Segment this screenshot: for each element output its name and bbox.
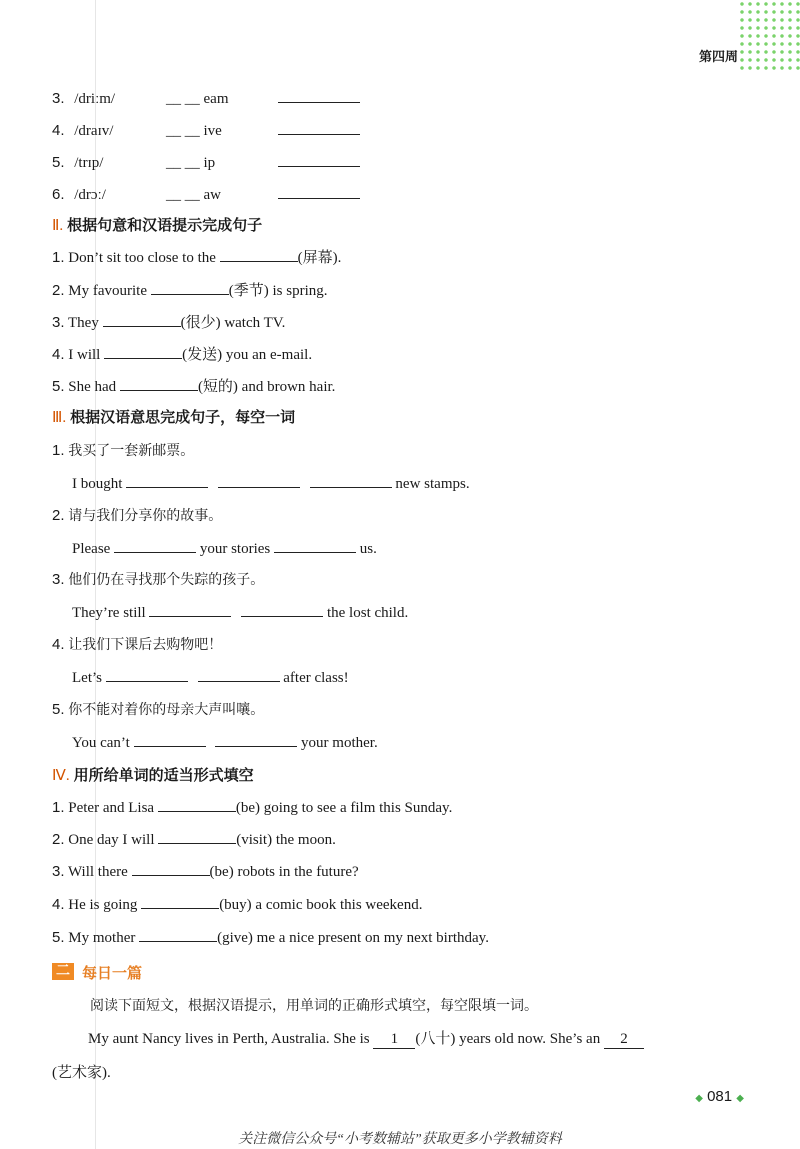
item-number: 4. <box>52 636 65 653</box>
item-number: 2. <box>52 831 65 848</box>
item-number: 2. <box>52 282 65 299</box>
item-number: 5. <box>52 154 65 171</box>
sentence-row <box>52 861 359 881</box>
section-2-title <box>52 214 262 235</box>
item-number: 5. <box>52 701 65 718</box>
section-title-text: 用所给单词的适当形式填空 <box>73 766 254 784</box>
item-number: 3. <box>52 90 65 107</box>
item-number: 3. <box>52 863 65 880</box>
english-row <box>72 732 378 752</box>
item-number: 3. <box>52 314 65 331</box>
sentence-text: They <box>68 315 99 331</box>
answer-blank[interactable] <box>158 797 236 812</box>
phonics-row <box>52 152 360 172</box>
sentence-text: (visit) the moon. <box>236 832 336 848</box>
sentence-text: after class! <box>283 670 349 686</box>
english-row <box>72 473 470 493</box>
sentence-row <box>52 311 285 332</box>
sentence-row <box>52 246 341 267</box>
sentence-text: (屏幕). <box>297 250 342 266</box>
item-number: 4. <box>52 122 65 139</box>
passage-line: (艺术家). <box>52 1065 111 1081</box>
ipa-text: /driːm/ <box>74 91 116 107</box>
item-number: 2. <box>52 507 65 524</box>
sentence-text: (季节) is spring. <box>228 283 328 299</box>
numbered-blank[interactable]: 2 <box>604 1031 644 1049</box>
answer-blank[interactable] <box>104 344 182 359</box>
answer-blank[interactable] <box>278 88 360 103</box>
phonics-row <box>52 184 360 204</box>
phonics-row <box>52 88 360 108</box>
answer-blank[interactable] <box>198 667 280 682</box>
corner-dot-pattern <box>738 0 800 70</box>
sentence-row <box>52 279 328 300</box>
letter-pattern: __ __ eam <box>166 91 229 107</box>
answer-blank[interactable] <box>120 376 198 391</box>
sentence-text: (短的) and brown hair. <box>197 379 336 395</box>
english-row <box>72 538 377 558</box>
answer-blank[interactable] <box>126 473 208 488</box>
numbered-blank[interactable]: 1 <box>373 1031 415 1049</box>
sentence-row <box>52 927 489 947</box>
chinese-text: 请与我们分享你的故事。 <box>68 508 223 524</box>
section-roman: Ⅱ. <box>52 218 64 234</box>
sentence-text: (be) going to see a film this Sunday. <box>235 800 453 816</box>
sentence-row <box>52 797 452 817</box>
chinese-prompt <box>52 505 222 525</box>
answer-blank[interactable] <box>241 602 323 617</box>
sentence-text: (很少) watch TV. <box>180 315 286 331</box>
answer-blank[interactable] <box>215 732 297 747</box>
footer-watermark: 关注微信公众号“小考数辅站”获取更多小学教辅资料 <box>238 1132 562 1147</box>
sentence-text: (give) me a nice present on my next birthday. <box>217 930 489 946</box>
answer-blank[interactable] <box>278 152 360 167</box>
item-number: 4. <box>52 896 65 913</box>
sentence-text: new stamps. <box>395 476 470 492</box>
instruction-text: 阅读下面短文，根据汉语提示，用单词的正确形式填空，每空限填一词。 <box>90 998 538 1014</box>
item-number: 4. <box>52 346 65 363</box>
daily-reading-title: 每日一篇 <box>82 964 143 982</box>
section-title-text: 根据句意和汉语提示完成句子 <box>67 216 263 234</box>
passage-line <box>88 1027 644 1049</box>
sentence-text: He is going <box>68 897 138 913</box>
letter-pattern: __ __ aw <box>166 187 222 203</box>
week-label: 第四周 <box>698 50 738 65</box>
section-roman: Ⅳ. <box>52 768 70 784</box>
sentence-text: the lost child. <box>326 605 409 621</box>
ipa-text: /draɪv/ <box>74 123 114 139</box>
sentence-text: your mother. <box>301 735 378 751</box>
sentence-text: (be) robots in the future? <box>209 864 359 880</box>
sentence-text: They’re still <box>72 605 146 621</box>
sentence-text: You can’t <box>72 735 130 751</box>
sentence-text: your stories <box>199 541 271 557</box>
answer-blank[interactable] <box>218 473 300 488</box>
chinese-prompt <box>52 569 264 589</box>
item-number: 5. <box>52 929 65 946</box>
page-number-text: 081 <box>707 1088 733 1105</box>
answer-blank[interactable] <box>139 927 217 942</box>
section-title-text: 根据汉语意思完成句子，每空一词 <box>70 408 296 426</box>
answer-blank[interactable] <box>220 247 298 262</box>
sentence-text: us. <box>359 541 377 557</box>
chinese-text: 让我们下课后去购物吧！ <box>68 637 223 653</box>
letter-pattern: __ __ ive <box>166 123 222 139</box>
chinese-prompt <box>52 634 222 654</box>
sentence-text: One day I will <box>68 832 155 848</box>
item-number: 1. <box>52 442 65 459</box>
answer-blank[interactable] <box>141 894 219 909</box>
sentence-row <box>52 894 422 914</box>
sentence-text: Please <box>72 541 111 557</box>
chinese-prompt <box>52 440 194 460</box>
sentence-text: Let’s <box>72 670 102 686</box>
answer-blank[interactable] <box>103 312 181 327</box>
ipa-text: /drɔː/ <box>74 187 106 203</box>
section-4-title <box>52 764 254 785</box>
passage-text: My aunt Nancy lives in Perth, Australia. She is <box>88 1031 370 1047</box>
section-roman: Ⅲ. <box>52 410 67 426</box>
answer-blank[interactable] <box>114 538 196 553</box>
answer-blank[interactable] <box>278 184 360 199</box>
english-row <box>72 602 408 622</box>
english-row <box>72 667 349 687</box>
passage-text: (八十) years old now. She’s an <box>415 1031 601 1047</box>
item-number: 3. <box>52 571 65 588</box>
answer-blank[interactable] <box>158 829 236 844</box>
sentence-text: My mother <box>68 930 136 946</box>
item-number: 1. <box>52 799 65 816</box>
answer-blank[interactable] <box>149 602 231 617</box>
answer-blank[interactable] <box>310 473 392 488</box>
sentence-text: I bought <box>72 476 123 492</box>
answer-blank[interactable] <box>132 861 210 876</box>
sentence-row <box>52 829 336 849</box>
section-number-box: 二 <box>52 963 74 980</box>
section-3-title <box>52 406 295 427</box>
letter-pattern: __ __ ip <box>166 155 216 171</box>
sentence-text: I will <box>68 347 101 363</box>
sentence-text: Peter and Lisa <box>68 800 155 816</box>
sentence-text: My favourite <box>68 283 147 299</box>
sentence-text: (发送) you an e-mail. <box>182 347 313 363</box>
answer-blank[interactable] <box>134 732 206 747</box>
item-number: 5. <box>52 378 65 395</box>
diamond-icon: ◆ <box>695 1093 703 1104</box>
sentence-row <box>52 343 312 364</box>
phonics-row <box>52 120 360 140</box>
chinese-text: 我买了一套新邮票。 <box>68 443 195 459</box>
diamond-icon: ◆ <box>736 1093 744 1104</box>
answer-blank[interactable] <box>151 280 229 295</box>
sentence-text: Don’t sit too close to the <box>68 250 216 266</box>
item-number: 6. <box>52 186 65 203</box>
answer-blank[interactable] <box>278 120 360 135</box>
sentence-text: Will there <box>68 864 128 880</box>
answer-blank[interactable] <box>274 538 356 553</box>
ipa-text: /trɪp/ <box>74 155 104 171</box>
sentence-row <box>52 375 335 396</box>
sentence-text: (buy) a comic book this weekend. <box>219 897 423 913</box>
chinese-text: 他们仍在寻找那个失踪的孩子。 <box>68 572 265 588</box>
page-number <box>695 1088 744 1105</box>
sentence-text: She had <box>68 379 117 395</box>
answer-blank[interactable] <box>106 667 188 682</box>
chinese-prompt <box>52 699 264 719</box>
chinese-text: 你不能对着你的母亲大声叫嚷。 <box>68 702 265 718</box>
item-number: 1. <box>52 249 65 266</box>
